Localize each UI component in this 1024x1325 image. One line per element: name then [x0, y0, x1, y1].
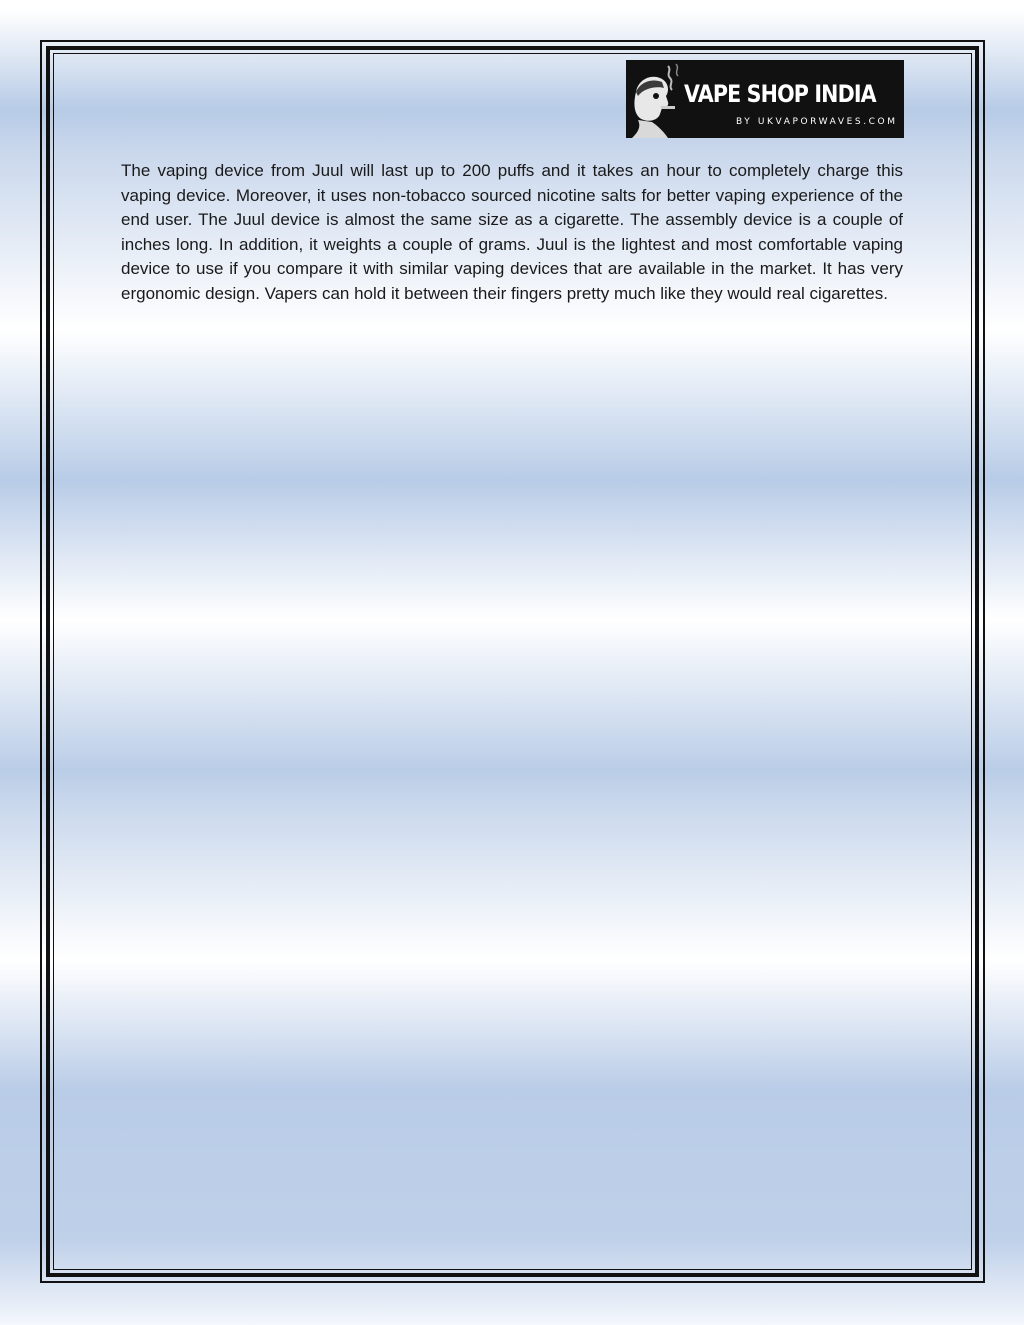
vaping-man-icon [628, 62, 688, 138]
logo-subtitle: BY UKVAPORWAVES.COM [736, 117, 898, 127]
logo-title: VAPE SHOP INDIA [684, 80, 876, 108]
body-paragraph: The vaping device from Juul will last up to 200 puffs and it takes an hour to completely charge this vaping device. Moreover, it uses non-tobacco sourced nicotine salts for better vaping experience of the end user. The Juul device is almost the same size as a cigarette. The assembly device is a couple of inches long. In addition, it weights a couple of grams. Juul is the lightest and most comfortable vaping device to use if you compare it with similar vaping devices that are available in the market. It has very ergonomic design. Vapers can hold it between their fingers pretty much like they would real cigarettes. [121, 161, 903, 303]
